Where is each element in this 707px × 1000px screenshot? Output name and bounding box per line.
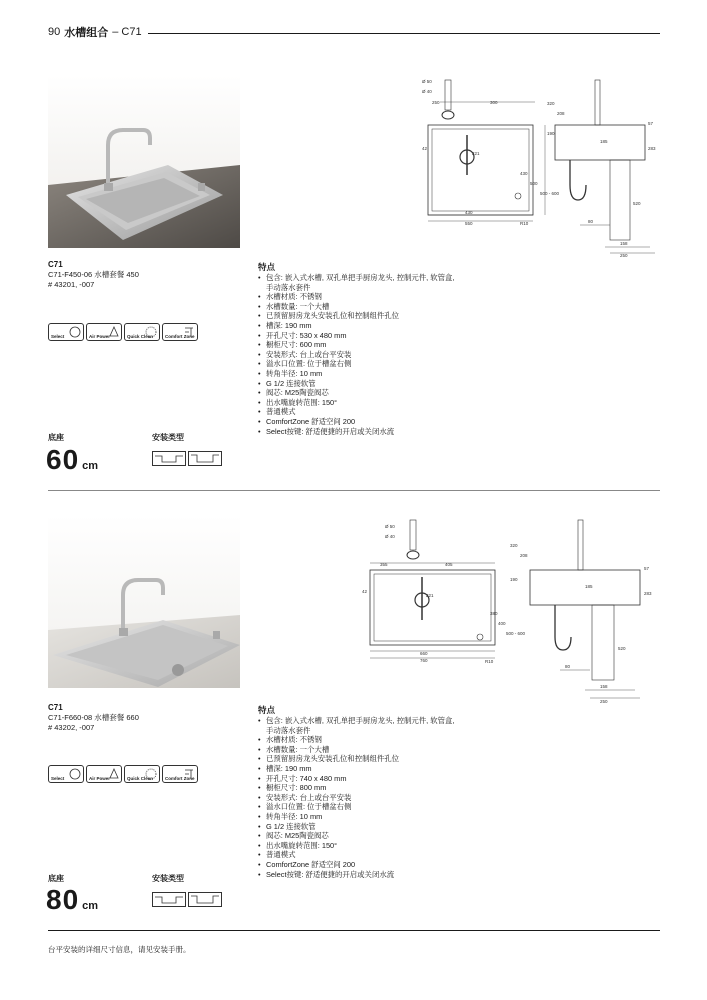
product-article: # 43202, -007 — [48, 723, 95, 732]
feature-item: • 槽深: 190 mm — [258, 764, 458, 774]
feature-icons — [48, 765, 198, 783]
page-subtitle: – C71 — [112, 26, 142, 38]
svg-text:500 - 600: 500 - 600 — [506, 631, 526, 636]
comfort-zone-icon: Comfort Zone — [162, 323, 198, 341]
technical-drawing — [360, 515, 665, 705]
svg-text:430: 430 — [520, 171, 528, 176]
svg-text:Ø 40: Ø 40 — [385, 534, 395, 539]
product-model: C71-F450-06 水槽套餐 450 — [48, 270, 139, 279]
feature-item: • Select按键: 舒适便捷的开启或关闭水流 — [258, 870, 458, 880]
feature-item: • 溢水口位置: 位于槽盆右侧 — [258, 802, 458, 812]
svg-text:Ø 50: Ø 50 — [385, 524, 395, 529]
svg-text:Ø 40: Ø 40 — [422, 89, 432, 94]
svg-text:760: 760 — [420, 658, 428, 663]
base-size: 60 cm — [46, 444, 99, 475]
svg-text:158: 158 — [620, 241, 628, 246]
feature-item: • 出水嘴旋转范围: 150° — [258, 398, 458, 408]
svg-text:500 - 600: 500 - 600 — [540, 191, 560, 196]
feature-item: • ComfortZone 舒适空间 200 — [258, 417, 458, 427]
feature-item: • 已预留厨房龙头安装孔位和控制组件孔位 — [258, 311, 458, 321]
feature-item: • ComfortZone 舒适空间 200 — [258, 860, 458, 870]
features-title: 特点 — [258, 262, 276, 272]
feature-item: • 阀芯: M25陶瓷阀芯 — [258, 831, 458, 841]
feature-item: • 普通模式 — [258, 407, 458, 417]
svg-text:300: 300 — [490, 100, 498, 105]
select-icon: Select — [48, 323, 84, 341]
quick-clean-icon: Quick Clean — [124, 323, 160, 341]
page-title: 水槽组合 — [64, 27, 109, 39]
svg-text:320: 320 — [547, 101, 555, 106]
svg-text:221: 221 — [426, 593, 434, 598]
svg-text:42: 42 — [362, 589, 368, 594]
feature-item: • 水槽材质: 不锈钢 — [258, 292, 458, 302]
feature-icons — [48, 323, 198, 341]
svg-text:660: 660 — [420, 651, 428, 656]
feature-item: • 转角半径: 10 mm — [258, 812, 458, 822]
quick-clean-icon: Quick Clean — [124, 765, 160, 783]
feature-item: • 转角半径: 10 mm — [258, 369, 458, 379]
mount-type-icons — [152, 892, 222, 907]
feature-item: • 出水嘴旋转范围: 150° — [258, 841, 458, 851]
surface-mount-icon — [152, 451, 186, 466]
svg-text:400: 400 — [498, 621, 506, 626]
svg-text:Ø 50: Ø 50 — [422, 79, 432, 84]
comfort-zone-icon: Comfort Zone — [162, 765, 198, 783]
feature-item: • 安装形式: 台上或台平安装 — [258, 350, 458, 360]
feature-item: • 水槽数量: 一个大槽 — [258, 302, 458, 312]
base-size: 80 cm — [46, 884, 99, 915]
page-header — [48, 24, 142, 40]
svg-text:500: 500 — [530, 181, 538, 186]
base-label: 底座 — [48, 874, 64, 883]
svg-text:57: 57 — [648, 121, 654, 126]
svg-text:283: 283 — [644, 591, 652, 596]
svg-text:158: 158 — [600, 684, 608, 689]
surface-mount-icon — [152, 892, 186, 907]
svg-text:283: 283 — [648, 146, 656, 151]
features-title: 特点 — [258, 705, 276, 715]
product-photo — [48, 515, 240, 688]
svg-text:430: 430 — [465, 210, 473, 215]
feature-item: • 安装形式: 台上或台平安装 — [258, 793, 458, 803]
svg-text:250: 250 — [432, 100, 440, 105]
svg-text:208: 208 — [520, 553, 528, 558]
svg-text:190: 190 — [547, 131, 555, 136]
product-model: C71-F660-08 水槽套餐 660 — [48, 713, 139, 722]
mount-type-icons — [152, 451, 222, 466]
svg-text:42: 42 — [422, 146, 428, 151]
feature-item: • 阀芯: M25陶瓷阀芯 — [258, 388, 458, 398]
svg-text:405: 405 — [445, 562, 453, 567]
feature-item: • 橱柜尺寸: 800 mm — [258, 783, 458, 793]
svg-text:520: 520 — [618, 646, 626, 651]
product-info — [48, 260, 139, 289]
svg-text:320: 320 — [510, 543, 518, 548]
feature-item: • G 1/2 连接软管 — [258, 379, 458, 389]
svg-text:185: 185 — [600, 139, 608, 144]
product-series: C71 — [48, 703, 63, 712]
air-power-icon: Air Power — [86, 765, 122, 783]
feature-item: • Select按键: 舒适便捷的开启或关闭水流 — [258, 427, 458, 437]
svg-text:550: 550 — [465, 221, 473, 226]
feature-item: • 开孔尺寸: 740 x 480 mm — [258, 774, 458, 784]
feature-item: • 水槽材质: 不锈钢 — [258, 735, 458, 745]
svg-text:190: 190 — [510, 577, 518, 582]
footer-note: 台平安装的详细尺寸信息，请见安装手册。 — [48, 945, 191, 954]
svg-text:380: 380 — [490, 611, 498, 616]
svg-text:R10: R10 — [520, 221, 529, 226]
svg-text:355: 355 — [380, 562, 388, 567]
section-divider — [48, 490, 660, 491]
feature-item: • 包含: 嵌入式水槽, 双孔单把手厨房龙头, 控制元件, 软管盒, 手动落水套件 — [258, 273, 458, 292]
product-article: # 43201, -007 — [48, 280, 95, 289]
product-photo — [48, 75, 240, 248]
svg-text:250: 250 — [600, 699, 608, 704]
svg-text:R10: R10 — [485, 659, 494, 664]
footer-divider — [48, 930, 660, 931]
feature-item: • 槽深: 190 mm — [258, 321, 458, 331]
svg-text:250: 250 — [620, 253, 628, 258]
page-number: 90 — [48, 26, 61, 38]
mount-type-label: 安装类型 — [152, 433, 184, 442]
features-list — [258, 273, 458, 436]
header-divider — [148, 33, 660, 34]
feature-item: • 溢水口位置: 位于槽盆右侧 — [258, 359, 458, 369]
feature-item: • G 1/2 连接软管 — [258, 822, 458, 832]
product-series: C71 — [48, 260, 63, 269]
svg-text:221: 221 — [472, 151, 480, 156]
feature-item: • 水槽数量: 一个大槽 — [258, 745, 458, 755]
feature-item: • 橱柜尺寸: 600 mm — [258, 340, 458, 350]
features-list — [258, 716, 458, 879]
product-info — [48, 703, 139, 732]
svg-text:520: 520 — [633, 201, 641, 206]
svg-text:185: 185 — [585, 584, 593, 589]
base-label: 底座 — [48, 433, 64, 442]
feature-item: • 开孔尺寸: 530 x 480 mm — [258, 331, 458, 341]
svg-text:57: 57 — [644, 566, 650, 571]
select-icon: Select — [48, 765, 84, 783]
feature-item: • 包含: 嵌入式水槽, 双孔单把手厨房龙头, 控制元件, 软管盒, 手动落水套件 — [258, 716, 458, 735]
feature-item: • 已预留厨房龙头安装孔位和控制组件孔位 — [258, 754, 458, 764]
svg-text:80: 80 — [565, 664, 571, 669]
mount-type-label: 安装类型 — [152, 874, 184, 883]
flush-mount-icon — [188, 451, 222, 466]
flush-mount-icon — [188, 892, 222, 907]
feature-item: • 普通模式 — [258, 850, 458, 860]
technical-drawing — [420, 75, 665, 258]
air-power-icon: Air Power — [86, 323, 122, 341]
svg-text:208: 208 — [557, 111, 565, 116]
svg-text:80: 80 — [588, 219, 594, 224]
